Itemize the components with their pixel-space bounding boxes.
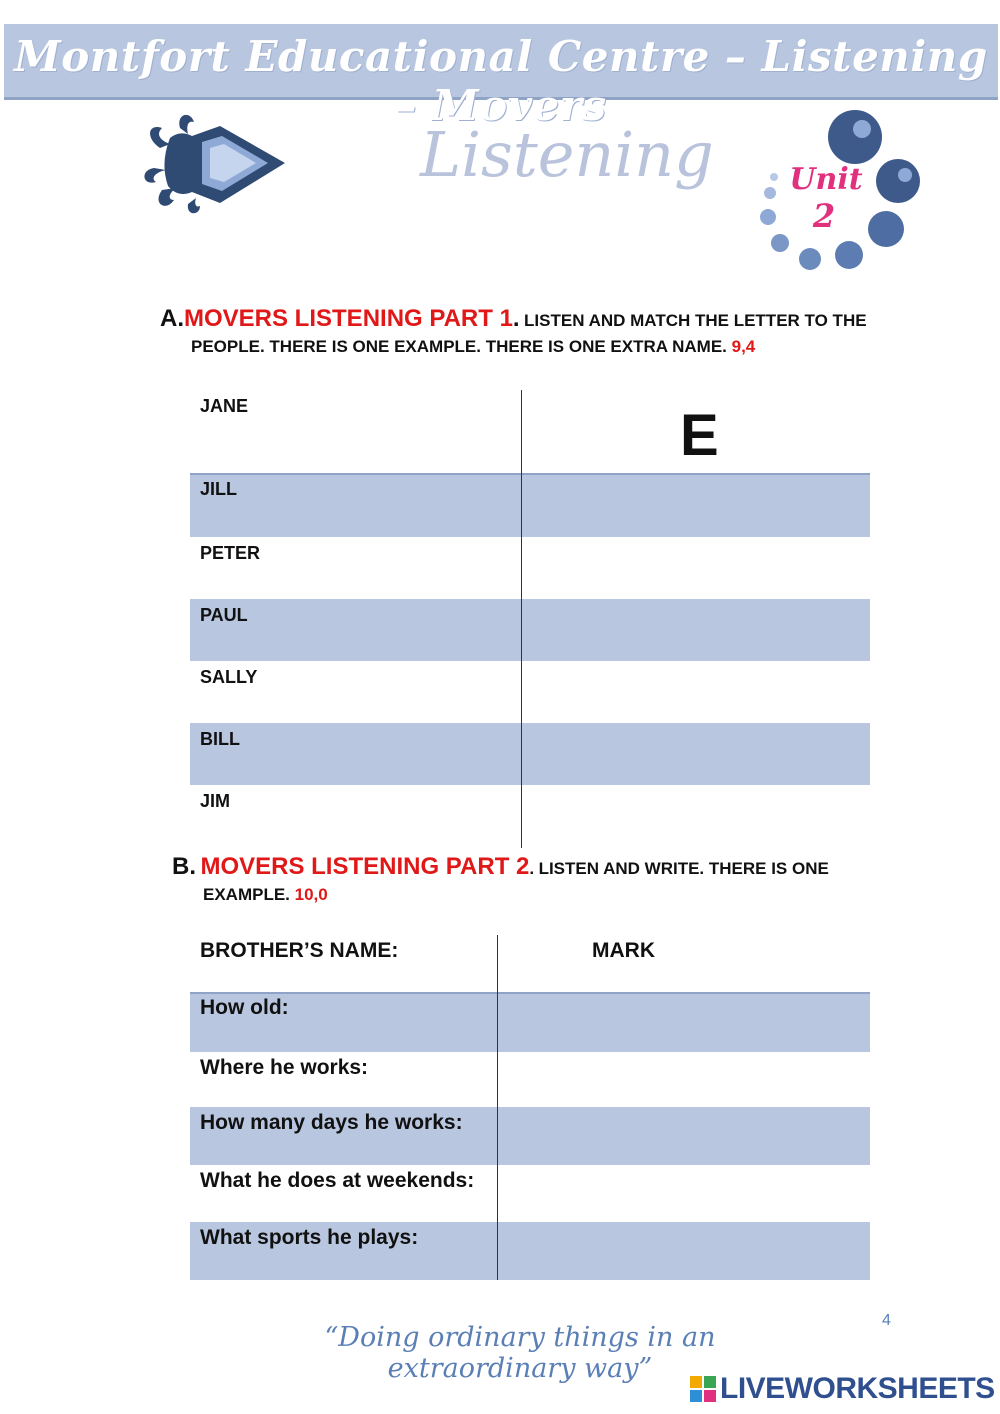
question-label: What he does at weekends: (200, 1169, 475, 1192)
table-row (190, 473, 870, 537)
table-row (190, 661, 870, 723)
row-divider (190, 473, 870, 475)
question-label: Where he works: (200, 1056, 369, 1079)
question-label: How old: (200, 996, 289, 1019)
footer-motto: “Doing ordinary things in an extraordinary way” (324, 1322, 716, 1384)
banner-title: Montfort Educational Centre – Listening – Movers (14, 32, 988, 130)
answer-input-jill[interactable] (535, 477, 855, 525)
section-a-letter: A. (160, 305, 184, 332)
unit-word: Unit (789, 162, 863, 197)
listening-heading: Listening (420, 118, 714, 191)
answer-input-peter[interactable] (535, 541, 855, 589)
person-name: JANE (200, 396, 249, 416)
person-name: JILL (200, 479, 238, 499)
example-answer: MARK (592, 939, 655, 962)
answer-input-days-works[interactable] (510, 1111, 860, 1159)
column-divider (521, 390, 522, 848)
section-b-instruction-1: LISTEN AND WRITE. THERE IS ONE (538, 859, 829, 878)
section-b-letter: B. (172, 853, 196, 880)
section-b-instruction-2: EXAMPLE. (203, 885, 290, 904)
answer-input-sports[interactable] (510, 1226, 860, 1274)
section-b-heading (172, 853, 932, 905)
section-a-punct: . (512, 305, 520, 332)
answer-input-sally[interactable] (535, 665, 855, 713)
unit-number: 2 (812, 197, 836, 235)
person-name: JIM (200, 791, 231, 811)
unit-bubbles-badge (750, 105, 930, 275)
section-a-heading (160, 305, 920, 357)
liveworksheets-brand: LIVEWORKSHEETS (720, 1372, 995, 1405)
table-row (190, 1222, 870, 1280)
part1-match-table (190, 390, 870, 848)
answer-input-where-works[interactable] (510, 1056, 860, 1104)
question-label: What sports he plays: (200, 1226, 419, 1249)
section-b-score: 10,0 (294, 885, 328, 904)
page-number: 4 (882, 1312, 891, 1329)
liveworksheets-logo (690, 1372, 995, 1406)
part2-write-table (190, 935, 870, 1280)
person-name: PAUL (200, 605, 248, 625)
person-name: BILL (200, 729, 240, 749)
section-b-title: MOVERS LISTENING PART 2 (200, 853, 530, 880)
answer-input-bill[interactable] (535, 727, 855, 775)
answer-input-how-old[interactable] (510, 996, 860, 1044)
header-banner (4, 24, 998, 130)
section-a-instruction-1: LISTEN AND MATCH THE LETTER TO THE (524, 311, 867, 330)
table-row (190, 537, 870, 599)
question-label: BROTHER’S NAME: (200, 939, 399, 962)
table-row (190, 599, 870, 661)
table-row (190, 785, 870, 848)
table-row (190, 935, 870, 992)
table-row (190, 1052, 870, 1107)
octopus-logo-icon (140, 108, 290, 218)
table-row (190, 390, 870, 473)
table-row (190, 992, 870, 1052)
table-row (190, 723, 870, 785)
person-name: SALLY (200, 667, 258, 687)
section-a-instruction-2: PEOPLE. THERE IS ONE EXAMPLE. THERE IS ONE EXTRA NAME. (191, 337, 727, 356)
answer-input-paul[interactable] (535, 603, 855, 651)
answer-input-jim[interactable] (535, 789, 855, 837)
liveworksheets-icon (690, 1376, 716, 1402)
section-a-score: 9,4 (731, 337, 756, 356)
example-answer-letter: E (680, 403, 719, 468)
table-row (190, 1107, 870, 1165)
question-label: How many days he works: (200, 1111, 463, 1134)
person-name: PETER (200, 543, 261, 563)
column-divider (497, 935, 498, 1280)
section-a-title: MOVERS LISTENING PART 1 (184, 305, 513, 332)
answer-input-weekends[interactable] (510, 1169, 860, 1217)
table-row (190, 1165, 870, 1222)
section-b-punct: . (529, 859, 535, 878)
